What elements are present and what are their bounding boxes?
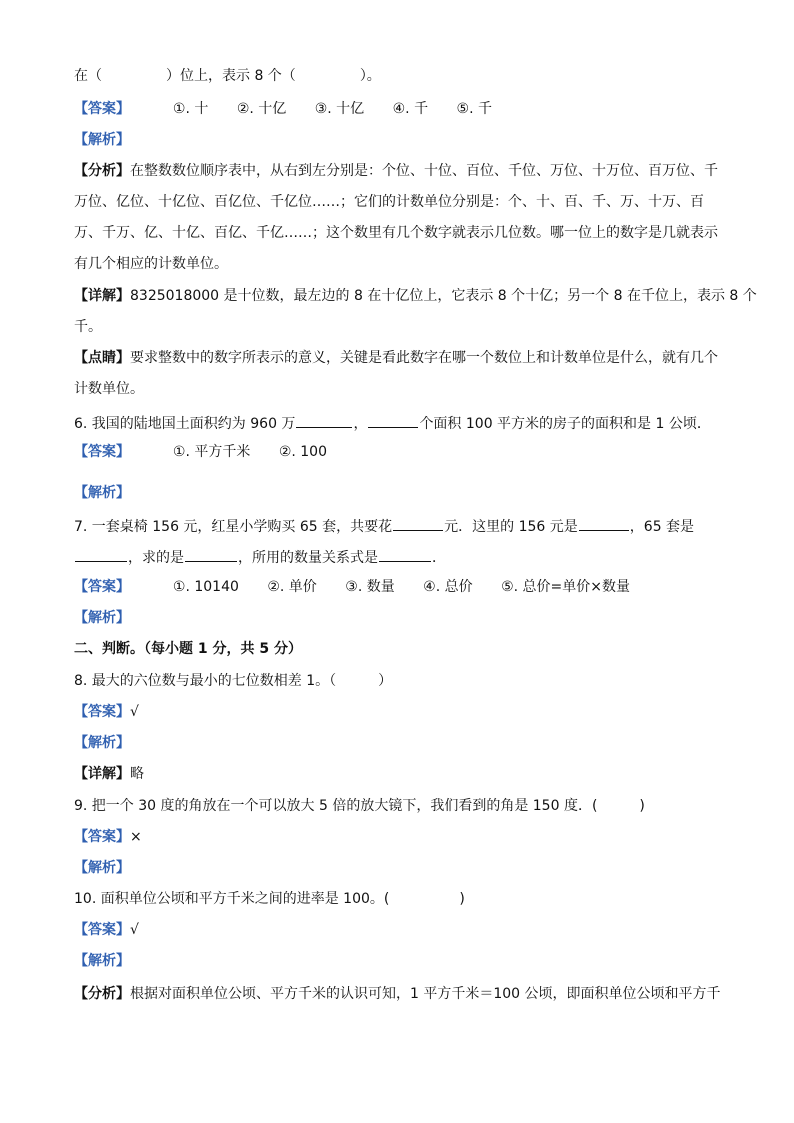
answer-item: ②. 单价 [267,579,317,595]
answer-item: ①. 10140 [172,579,239,595]
answer-label: 【答案】 [74,101,130,117]
xiangjie-label: 【详解】 [74,288,130,304]
q5-answer-line [74,100,516,118]
answer-blank [296,413,352,428]
q10-analysis-line [74,952,130,970]
q6-answer-line [74,443,351,461]
q7-analysis-line [74,609,130,627]
analysis-label: 【解析】 [74,735,130,751]
answer-item: ①. 十 [172,101,209,117]
answer-label: 【答案】 [74,444,130,460]
answer-item: × [130,829,142,845]
analysis-label: 【解析】 [74,860,130,876]
answer-item: ④. 千 [392,101,429,117]
q6-question [74,413,711,433]
text: 在（ [74,68,102,84]
answer-blank [368,413,418,428]
analysis-label: 【解析】 [74,610,130,626]
answer-item: ②. 十亿 [236,101,287,117]
paragraph-line [74,224,718,242]
answer-item: ②. 100 [278,444,327,460]
answer-item: √ [130,922,139,938]
answer-item: ①. 平方千米 [172,444,251,460]
question-text: ，65 套是 [629,519,695,535]
paragraph-line [74,193,704,211]
answer-item: √ [130,704,139,720]
answer-item: ④. 总价 [423,579,473,595]
q5-xiangjie-line [74,287,757,305]
answer-item: ⑤. 总价=单价×数量 [501,579,630,595]
answer-blank [393,516,443,531]
question-text: ． [432,550,446,566]
text: ）。 [359,68,381,84]
paragraph-text: 千。 [74,319,102,335]
answer-item: ③. 数量 [345,579,395,595]
section-heading: 二、判断。（每小题 1 分，共 5 分） [74,641,302,657]
paragraph-line [74,380,144,398]
q8-answer-line [74,703,139,721]
q10-fenxi-line [74,985,721,1003]
answer-blank [185,547,237,562]
q6-analysis-line [74,484,130,502]
analysis-label: 【解析】 [74,132,130,148]
paragraph-text: 万位、亿位、十亿位、百亿位、千亿位……；它们的计数单位分别是：个、十、百、千、万、十万、百 [74,194,704,210]
answer-blank [379,547,431,562]
q10-question: 10. 面积单位公顷和平方千米之间的进率是 100。( ) [74,891,465,907]
answer-item: ⑤. 千 [456,101,492,117]
paragraph-text: 有几个相应的计数单位。 [74,256,228,272]
question-text: 个面积 100 平方米的房子的面积和是 1 公顷． [419,416,711,432]
answer-blank [579,516,629,531]
paragraph-text: 根据对面积单位公顷、平方千米的认识可知，1 平方千米＝100 公顷，即面积单位公顷和平方千 [130,986,721,1002]
question-text: 6. 我国的陆地国土面积约为 960 万 [74,416,296,432]
paragraph-text: 计数单位。 [74,381,144,397]
question-text: ， [353,416,368,432]
q9-analysis-line [74,859,130,877]
q9-answer-line [74,828,142,846]
q7-answer-line [74,578,654,596]
xiangjie-label: 【详解】 [74,766,130,782]
q10-answer-line [74,921,139,939]
fenxi-label: 【分析】 [74,163,130,179]
question-text: ，求的是 [128,550,184,566]
paragraph-text: 8325018000 是十位数，最左边的 8 在十亿位上，它表示 8 个十亿；另一个 8 在千位上，表示 8 个 [130,288,757,304]
q5-dianjing-line [74,349,718,367]
q8-question: 8. 最大的六位数与最小的七位数相差 1。（ ） [74,673,393,689]
paragraph-text: 万、千万、亿、十亿、百亿、千亿……；这个数里有几个数字就表示几位数。哪一位上的数字是几就表示 [74,225,718,241]
fenxi-label: 【分析】 [74,986,130,1002]
q7-question-line2 [74,547,446,567]
paragraph-text: 略 [130,766,144,782]
paragraph-line [74,255,228,273]
answer-blank [75,547,127,562]
q5-analysis-line [74,131,130,149]
dianjing-label: 【点睛】 [74,350,130,366]
question-text: ，所用的数量关系式是 [238,550,378,566]
paragraph-text: 要求整数中的数字所表示的意义，关键是看此数字在哪一个数位上和计数单位是什么，就有几个 [130,350,718,366]
q8-analysis-line [74,734,130,752]
question-text: 元．这里的 156 元是 [444,519,578,535]
paragraph-text: 在整数数位顺序表中，从右到左分别是：个位、十位、百位、千位、万位、十万位、百万位、千 [130,163,718,179]
q9-question: 9. 把一个 30 度的角放在一个可以放大 5 倍的放大镜下，我们看到的角是 150 度．( ) [74,798,645,814]
q8-xiangjie-line [74,765,144,783]
paragraph-line [74,318,102,336]
q7-question-line1 [74,516,694,536]
answer-label: 【答案】 [74,579,130,595]
answer-label: 【答案】 [74,829,130,845]
q5-tail-line [74,67,381,85]
analysis-label: 【解析】 [74,485,130,501]
answer-label: 【答案】 [74,922,130,938]
answer-label: 【答案】 [74,704,130,720]
q5-fenxi-line [74,162,718,180]
question-text: 7. 一套桌椅 156 元，红星小学购买 65 套，共要花 [74,519,393,535]
analysis-label: 【解析】 [74,953,130,969]
answer-item: ③. 十亿 [314,101,365,117]
text: ）位上，表示 8 个（ [166,68,296,84]
